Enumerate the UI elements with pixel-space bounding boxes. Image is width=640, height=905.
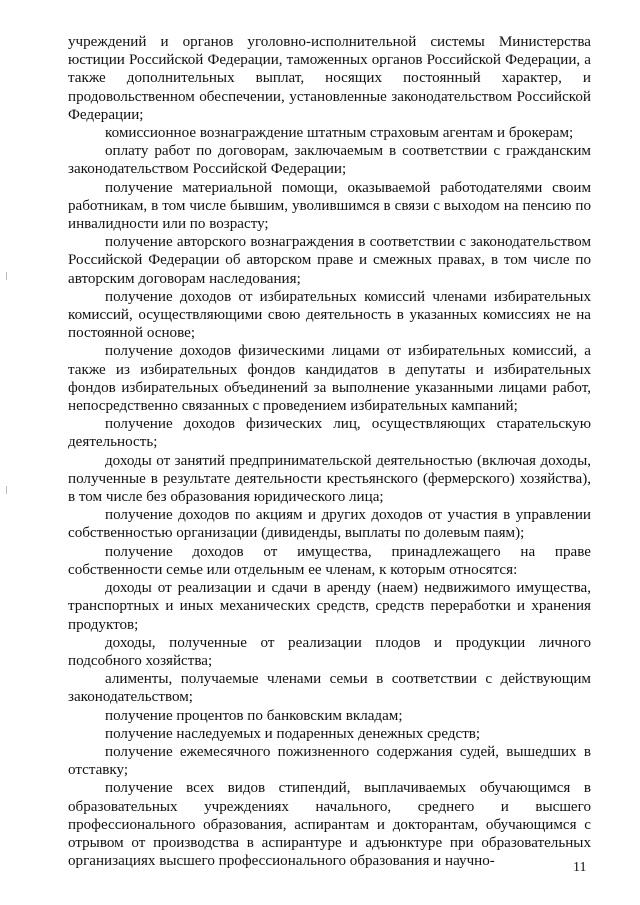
paragraph: оплату работ по договорам, заключаемым в соответствии с гражданским законодательством Российской Федерации; bbox=[68, 143, 591, 178]
paragraph: получение ежемесячного пожизненного содержания судей, вышедших в отставку; bbox=[68, 743, 591, 779]
page-number: 11 bbox=[573, 860, 587, 875]
paragraph: получение материальной помощи, оказываемой работодателями своим работникам, в том числе бывшим, уволившимся в связи с выходом на пенсию по инвалидности или по возрасту; bbox=[68, 179, 591, 233]
paragraph: комиссионное вознаграждение штатным страховым агентам и брокерам; bbox=[105, 125, 574, 142]
document-body bbox=[68, 33, 591, 870]
paragraph: получение процентов по банковским вкладам; bbox=[105, 707, 403, 724]
paragraph: получение авторского вознаграждения в соответствии с законодательством Российской Федерации об авторском праве и смежных правах, в том числе по авторским договорам наследования; bbox=[68, 234, 591, 287]
scan-margin-mark bbox=[6, 486, 7, 494]
paragraph: алименты, получаемые членами семьи в соответствии с действующим законодательством; bbox=[68, 671, 591, 706]
paragraph: получение доходов от избирательных комиссий членами избирательных комиссий, осуществляющими свою деятельность в указанных комиссиях не на постоянной основе; bbox=[68, 288, 591, 342]
scan-margin-mark bbox=[6, 272, 7, 280]
paragraph: доходы, полученные от реализации плодов и продукции личного подсобного хозяйства; bbox=[68, 634, 591, 669]
paragraph: получение наследуемых и подаренных денежных средств; bbox=[105, 725, 481, 742]
paragraph: получение доходов по акциям и других доходов от участия в управлении собственностью организации (дивиденды, выплаты по долевым паям); bbox=[68, 507, 591, 542]
paragraph: получение доходов физических лиц, осуществляющих старательскую деятельность; bbox=[68, 416, 591, 451]
paragraph-continuation: учреждений и органов уголовно-исполнительной системы Министерства юстиции Российской Федерации, таможенных органов Российской Федерации, а также дополнительных выплат, носящих постоянный характер, и продовольственном обеспечении, установленные законодательством Российской Федерации; bbox=[68, 34, 591, 123]
paragraph: получение доходов физическими лицами от избирательных комиссий, а также из избирательных фондов кандидатов в депутаты и избирательных фондов избирательных объединений за выполнение указанными лицами работ, непосредственно связанных с проведением избирательных кампаний; bbox=[68, 343, 591, 415]
paragraph: доходы от занятий предпринимательской деятельностью (включая доходы, полученные в результате деятельности крестьянского (фермерского) хозяйства), в том числе без образования юридического лица; bbox=[68, 452, 591, 506]
paragraph: получение всех видов стипендий, выплачиваемых обучающимся в образовательных учреждениях начального, среднего и высшего профессионального образования, аспирантам и докторантам, обучающимся с отрывом от производства в аспирантуре и адъюнктуре при образовательных организациях высшего профессионального образования и научно- bbox=[68, 780, 591, 870]
paragraph: получение доходов от имущества, принадлежащего на праве собственности семье или отдельным ее членам, к которым относятся: bbox=[68, 543, 591, 578]
paragraph: доходы от реализации и сдачи в аренду (наем) недвижимого имущества, транспортных и иных механических средств, средств переработки и хранения продуктов; bbox=[68, 580, 591, 633]
